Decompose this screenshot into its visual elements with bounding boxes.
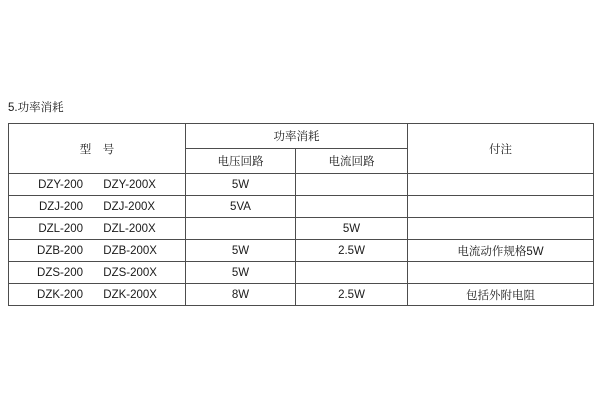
model-cell [9, 284, 186, 306]
note-cell [408, 262, 594, 284]
header-power-consumption: 功率消耗 [186, 124, 408, 149]
header-voltage-circuit: 电压回路 [186, 149, 296, 174]
model-cell [9, 174, 186, 196]
table-row [9, 218, 594, 240]
table-row [9, 240, 594, 262]
model-name-x: DZB-200X [103, 244, 157, 257]
note-cell: 包括外附电阻 [408, 284, 594, 306]
header-row-top [9, 124, 594, 149]
model-cell [9, 262, 186, 284]
current-cell: 2.5W [296, 240, 408, 262]
model-name: DZL-200 [38, 222, 84, 235]
model-name: DZS-200 [37, 266, 84, 279]
model-cell [9, 196, 186, 218]
voltage-cell: 5W [186, 240, 296, 262]
note-cell: 电流动作规格5W [408, 240, 594, 262]
model-name-x: DZK-200X [103, 288, 157, 301]
model-cell [9, 218, 186, 240]
voltage-cell: 8W [186, 284, 296, 306]
table-row [9, 284, 594, 306]
table-row [9, 196, 594, 218]
header-model: 型 号 [9, 124, 186, 174]
section-title: 5.功率消耗 [8, 102, 64, 114]
current-cell: 2.5W [296, 284, 408, 306]
model-name: DZJ-200 [38, 200, 84, 213]
model-name-x: DZY-200X [103, 178, 156, 191]
note-cell [408, 196, 594, 218]
model-cell [9, 240, 186, 262]
table-body [9, 174, 594, 306]
current-cell [296, 196, 408, 218]
voltage-cell: 5VA [186, 196, 296, 218]
voltage-cell: 5W [186, 174, 296, 196]
power-consumption-table [8, 123, 594, 306]
voltage-cell [186, 218, 296, 240]
table-row [9, 174, 594, 196]
current-cell: 5W [296, 218, 408, 240]
header-note: 付注 [408, 124, 594, 174]
header-current-circuit: 电流回路 [296, 149, 408, 174]
model-name: DZY-200 [38, 178, 84, 191]
note-cell [408, 218, 594, 240]
current-cell [296, 262, 408, 284]
model-name-x: DZL-200X [103, 222, 156, 235]
table-row [9, 262, 594, 284]
model-name: DZK-200 [37, 288, 84, 301]
model-name-x: DZS-200X [103, 266, 157, 279]
model-name: DZB-200 [37, 244, 84, 257]
voltage-cell: 5W [186, 262, 296, 284]
note-cell [408, 174, 594, 196]
current-cell [296, 174, 408, 196]
model-name-x: DZJ-200X [103, 200, 156, 213]
